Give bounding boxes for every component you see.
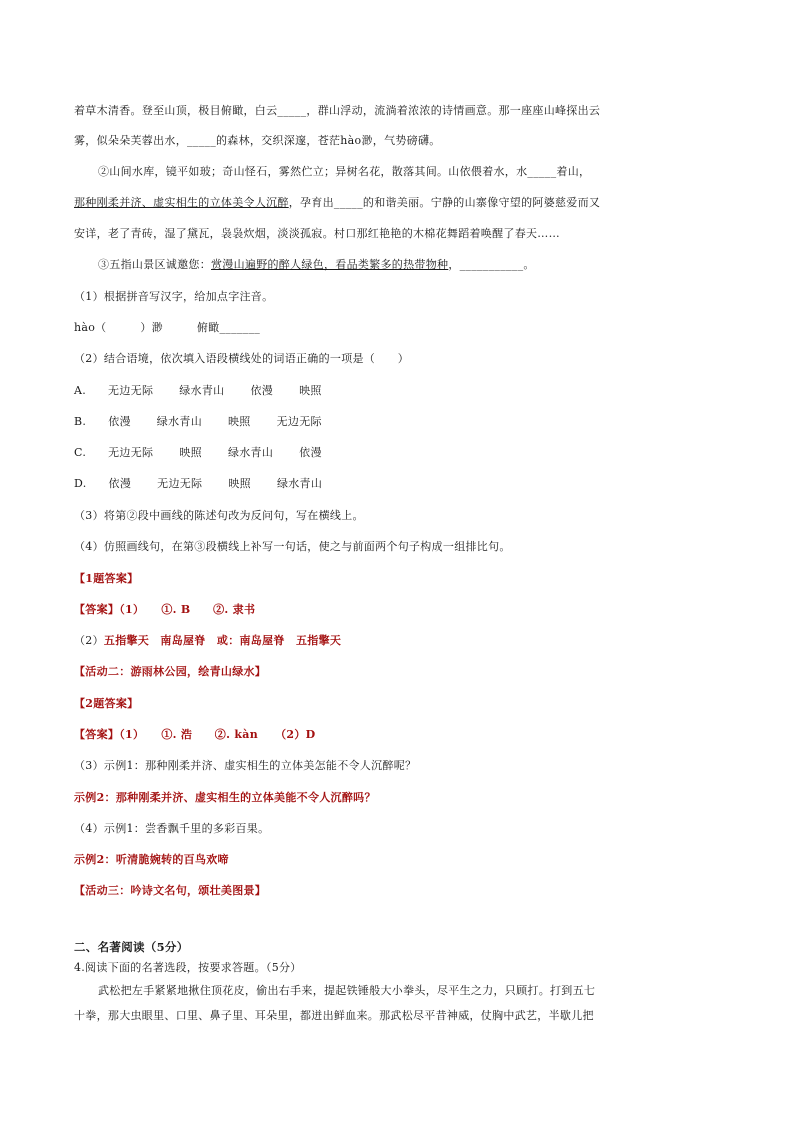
- answer-2-line: 【答案】（1） ①. 浩 ②. kàn （2）D: [74, 728, 316, 741]
- section-2-heading: 二、名著阅读（5分）: [74, 940, 189, 954]
- option-d: D. 依漫 无边无际 映照 绿水青山: [74, 477, 323, 490]
- passage-line: 那种刚柔并济、虚实相生的立体美令人沉醉，孕育出_____的和谐美丽。宁静的山寨像守望的阿婆慈爱而又: [74, 196, 601, 209]
- question-1: （1）根据拼音写汉字，给加点字注音。: [74, 290, 274, 303]
- excerpt-line: 十拳，那大虫眼里、口里、鼻子里、耳朵里，都迸出鲜血来。那武松尽平昔神威，仗胸中武艺，半歇儿把: [74, 1009, 594, 1022]
- activity-2-heading: 【活动二：游雨林公园，绘青山绿水】: [74, 665, 267, 678]
- answer-1-title: 【1题答案】: [74, 572, 139, 585]
- passage-line: 安详，老了青砖，湿了黛瓦，袅袅炊烟，淡淡孤寂。村口那红艳艳的木棉花舞蹈着唤醒了春天……: [74, 227, 560, 240]
- question-3: （3）将第②段中画线的陈述句改为反问句，写在横线上。: [74, 509, 364, 522]
- answer-1-line: 【答案】（1） ①. B ②. 隶书: [74, 603, 256, 616]
- option-b: B. 依漫 绿水青山 映照 无边无际: [74, 415, 322, 428]
- question-1-fill: hào（ ）渺 俯瞰_______: [74, 321, 261, 334]
- question-4-prompt: 4.阅读下面的名著选段，按要求答题。（5分）: [74, 961, 302, 974]
- question-2: （2）结合语境，依次填入语段横线处的词语正确的一项是（ ）: [74, 352, 409, 365]
- passage-line: 着草木清香。登至山顶，极目俯瞰，白云_____，群山浮动，流淌着浓浓的诗情画意。那一座座山峰探出云: [74, 104, 601, 117]
- underlined-sentence: 那种刚柔并济、虚实相生的立体美令人沉醉: [74, 196, 289, 209]
- option-c: C. 无边无际 映照 绿水青山 依漫: [74, 446, 322, 459]
- answer-1-line: （2）五指擎天 南岛屋脊 或：南岛屋脊 五指擎天: [74, 634, 342, 647]
- option-a: A. 无边无际 绿水青山 依漫 映照: [74, 384, 322, 397]
- activity-3-heading: 【活动三：吟诗文名句，颂壮美图景】: [74, 884, 267, 897]
- question-4: （4）仿照画线句，在第③段横线上补写一句话，使之与前面两个句子构成一组排比句。: [74, 540, 511, 553]
- underlined-sentence: 赏漫山遍野的醉人绿色，看品类繁多的热带物种: [211, 258, 449, 271]
- passage-paragraph-3: ③五指山景区诚邀您：赏漫山遍野的醉人绿色，看品类繁多的热带物种，___________。: [98, 258, 535, 271]
- passage-paragraph-2: ②山间水库，镜平如玻；奇山怪石，雾然伫立；异树名花，散落其间。山依偎着水，水_____着山，: [98, 165, 591, 178]
- answer-2-line: （4）示例1：尝香飘千里的多彩百果。: [74, 822, 270, 835]
- answer-2-title: 【2题答案】: [74, 697, 139, 710]
- passage-line: 雾，似朵朵芙蓉出水，_____的森林，交织深邃，苍茫hào渺，气势磅礴。: [74, 134, 441, 147]
- answer-2-line: 示例2：听清脆婉转的百鸟欢啼: [74, 853, 229, 866]
- answer-2-line: 示例2：那种刚柔并济、虚实相生的立体美能不令人沉醉吗？: [74, 791, 376, 804]
- answer-2-line: （3）示例1：那种刚柔并济、虚实相生的立体美怎能不令人沉醉呢？: [74, 759, 417, 772]
- excerpt-line: 武松把左手紧紧地揪住顶花皮，偷出右手来，提起铁锤般大小拳头，尽平生之力，只顾打。打到五七: [98, 984, 596, 997]
